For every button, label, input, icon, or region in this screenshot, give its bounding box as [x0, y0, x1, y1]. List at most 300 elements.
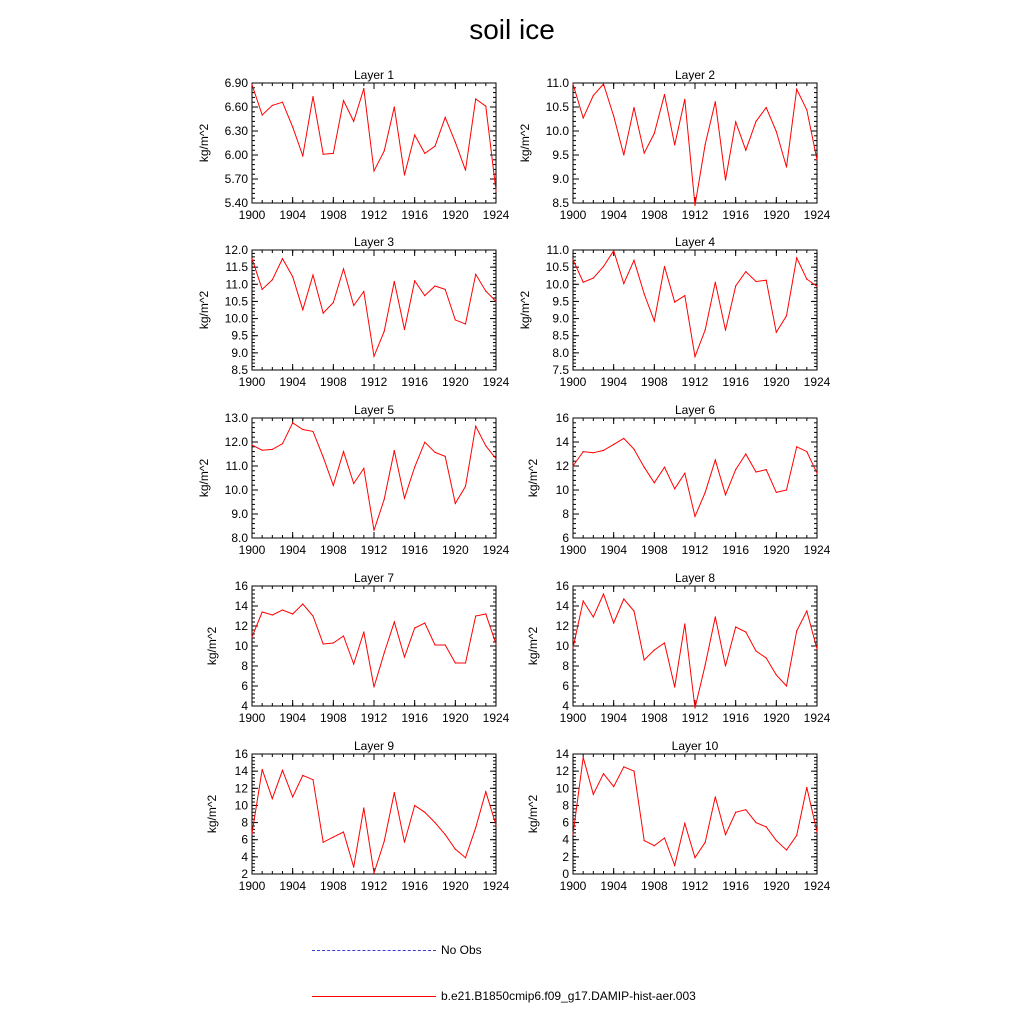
data-point	[603, 593, 604, 594]
x-tick-label: 1900	[559, 208, 587, 222]
series-line	[573, 84, 817, 205]
data-point	[572, 834, 573, 835]
legend-no-obs-label: No Obs	[441, 943, 482, 957]
data-point	[715, 282, 716, 283]
data-point	[404, 498, 405, 499]
x-tick-label: 1920	[441, 375, 469, 389]
data-point	[475, 98, 476, 99]
data-point	[485, 106, 486, 107]
x-tick-label: 1916	[722, 543, 750, 557]
data-point	[475, 615, 476, 616]
data-point	[414, 805, 415, 806]
x-tick-label: 1916	[722, 375, 750, 389]
x-tick-label: 1924	[803, 543, 831, 557]
data-point	[745, 150, 746, 151]
data-point	[485, 291, 486, 292]
x-tick-label: 1908	[640, 375, 668, 389]
x-tick-label: 1916	[401, 879, 429, 893]
data-point	[796, 89, 797, 90]
y-tick-label: 10	[555, 781, 569, 796]
plot-frame	[573, 83, 817, 203]
data-point	[603, 450, 604, 451]
data-point	[593, 616, 594, 617]
x-tick-label: 1900	[559, 375, 587, 389]
data-point	[434, 146, 435, 147]
plot-frame	[252, 83, 496, 203]
data-point	[363, 291, 364, 292]
panel-title: Layer 6	[674, 403, 716, 417]
x-tick-label: 1908	[640, 879, 668, 893]
x-tick-label: 1900	[559, 543, 587, 557]
panel-title: Layer 4	[674, 235, 716, 249]
data-point	[613, 622, 614, 623]
data-point	[363, 631, 364, 632]
x-tick-label: 1916	[722, 208, 750, 222]
data-point	[262, 289, 263, 290]
data-point	[384, 841, 385, 842]
y-axis-label: kg/m^2	[205, 626, 219, 666]
panel-3	[197, 235, 510, 389]
x-tick-label: 1912	[360, 879, 388, 893]
y-tick-label: 14	[234, 599, 248, 613]
data-point	[674, 302, 675, 303]
data-point	[404, 329, 405, 330]
y-tick-label: 6.00	[224, 148, 248, 162]
data-point	[292, 126, 293, 127]
y-tick-label: 12	[555, 764, 569, 779]
data-point	[593, 95, 594, 96]
y-tick-label: 14	[555, 435, 569, 449]
series-line	[252, 769, 496, 873]
data-point	[251, 833, 252, 834]
data-point	[363, 468, 364, 469]
data-point	[613, 116, 614, 117]
y-tick-label: 14	[234, 764, 248, 779]
data-point	[455, 319, 456, 320]
x-tick-label: 1900	[559, 879, 587, 893]
data-point	[816, 831, 817, 832]
data-point	[363, 807, 364, 808]
data-point	[384, 499, 385, 500]
x-tick-label: 1908	[319, 208, 347, 222]
data-point	[302, 155, 303, 156]
data-point	[796, 835, 797, 836]
data-point	[644, 293, 645, 294]
y-tick-label: 8.0	[231, 531, 248, 545]
series-line	[573, 757, 817, 865]
data-point	[644, 659, 645, 660]
panel-1	[197, 68, 510, 222]
y-tick-label: 9.0	[231, 345, 248, 360]
data-point	[353, 121, 354, 122]
data-point	[654, 320, 655, 321]
data-point	[272, 105, 273, 106]
data-point	[323, 154, 324, 155]
data-point	[485, 613, 486, 614]
data-point	[572, 259, 573, 260]
data-point	[644, 840, 645, 841]
data-point	[583, 757, 584, 758]
data-point	[343, 831, 344, 832]
y-tick-label: 6	[562, 815, 569, 830]
data-point	[735, 626, 736, 627]
data-point	[674, 686, 675, 687]
data-point	[654, 482, 655, 483]
data-point	[745, 631, 746, 632]
panel-title: Layer 7	[353, 571, 395, 585]
y-tick-label: 10.5	[224, 294, 248, 309]
y-tick-label: 7.5	[552, 363, 569, 377]
y-tick-label: 5.70	[224, 172, 248, 186]
y-tick-label: 8.5	[231, 363, 248, 377]
y-tick-label: 9.5	[552, 148, 569, 162]
data-point	[394, 106, 395, 107]
panel-8	[526, 571, 831, 725]
x-tick-label: 1916	[722, 711, 750, 725]
x-tick-label: 1920	[441, 879, 469, 893]
data-point	[282, 443, 283, 444]
data-point	[644, 467, 645, 468]
x-tick-label: 1912	[360, 711, 388, 725]
data-point	[414, 466, 415, 467]
y-tick-label: 16	[234, 747, 248, 761]
data-point	[572, 647, 573, 648]
y-tick-label: 6.60	[224, 100, 248, 114]
x-tick-label: 1904	[279, 879, 307, 893]
data-point	[455, 849, 456, 850]
data-point	[424, 812, 425, 813]
data-point	[786, 166, 787, 167]
data-point	[776, 131, 777, 132]
data-point	[766, 826, 767, 827]
data-point	[424, 442, 425, 443]
x-tick-label: 1912	[360, 543, 388, 557]
data-point	[583, 451, 584, 452]
y-tick-label: 6.30	[224, 124, 248, 138]
data-point	[312, 779, 313, 780]
y-tick-label: 10	[555, 483, 569, 497]
data-point	[583, 117, 584, 118]
data-point	[414, 280, 415, 281]
data-point	[816, 286, 817, 287]
y-tick-label: 6	[241, 679, 248, 693]
y-tick-label: 9.0	[552, 311, 569, 326]
data-point	[282, 258, 283, 259]
data-point	[495, 190, 496, 191]
data-point	[684, 473, 685, 474]
data-point	[593, 452, 594, 453]
panel-10	[526, 739, 831, 893]
data-point	[745, 271, 746, 272]
data-point	[465, 486, 466, 487]
data-point	[404, 842, 405, 843]
data-point	[424, 153, 425, 154]
y-tick-label: 10.5	[545, 100, 569, 114]
x-tick-label: 1900	[238, 711, 266, 725]
data-point	[674, 865, 675, 866]
data-point	[302, 775, 303, 776]
y-tick-label: 4	[562, 832, 569, 847]
x-tick-label: 1908	[319, 711, 347, 725]
data-point	[404, 656, 405, 657]
y-tick-label: 9.0	[552, 172, 569, 186]
panel-title: Layer 1	[353, 68, 395, 82]
data-point	[786, 849, 787, 850]
series-line	[252, 423, 496, 531]
data-point	[302, 603, 303, 604]
data-point	[806, 279, 807, 280]
panel-4	[518, 235, 831, 389]
x-tick-label: 1920	[762, 208, 790, 222]
data-point	[593, 278, 594, 279]
y-tick-label: 16	[234, 579, 248, 593]
data-point	[623, 766, 624, 767]
data-point	[715, 616, 716, 617]
x-tick-label: 1908	[640, 711, 668, 725]
plot-frame	[252, 754, 496, 874]
x-tick-label: 1916	[401, 711, 429, 725]
x-tick-label: 1904	[600, 375, 628, 389]
series-line	[573, 251, 817, 357]
y-tick-label: 12.0	[224, 243, 248, 257]
data-point	[806, 109, 807, 110]
x-tick-label: 1904	[600, 543, 628, 557]
data-point	[623, 283, 624, 284]
data-point	[475, 426, 476, 427]
x-tick-label: 1904	[279, 543, 307, 557]
data-point	[735, 812, 736, 813]
y-tick-label: 8	[241, 815, 248, 830]
x-tick-label: 1912	[681, 711, 709, 725]
x-tick-label: 1920	[762, 711, 790, 725]
data-point	[694, 857, 695, 858]
x-tick-label: 1912	[360, 375, 388, 389]
data-point	[755, 281, 756, 282]
data-point	[633, 107, 634, 108]
data-point	[262, 114, 263, 115]
data-point	[735, 121, 736, 122]
y-tick-label: 8.0	[552, 345, 569, 360]
data-point	[776, 332, 777, 333]
data-point	[394, 450, 395, 451]
y-axis-label: kg/m^2	[526, 458, 540, 498]
data-point	[455, 662, 456, 663]
data-point	[715, 459, 716, 460]
data-point	[394, 621, 395, 622]
y-tick-label: 10	[234, 798, 248, 813]
data-point	[684, 823, 685, 824]
data-point	[593, 794, 594, 795]
data-point	[312, 615, 313, 616]
x-tick-label: 1924	[803, 711, 831, 725]
y-tick-label: 8	[562, 659, 569, 673]
data-point	[694, 205, 695, 206]
x-tick-label: 1900	[238, 208, 266, 222]
y-tick-label: 11.5	[225, 260, 248, 275]
data-point	[323, 457, 324, 458]
x-tick-label: 1908	[640, 543, 668, 557]
data-point	[445, 456, 446, 457]
series-line	[252, 85, 496, 191]
data-point	[424, 622, 425, 623]
data-point	[495, 301, 496, 302]
y-tick-label: 10.0	[545, 124, 569, 138]
data-point	[434, 285, 435, 286]
data-point	[333, 302, 334, 303]
data-point	[434, 452, 435, 453]
data-point	[333, 485, 334, 486]
x-tick-label: 1912	[681, 879, 709, 893]
panel-2	[518, 68, 831, 222]
data-point	[745, 809, 746, 810]
data-point	[725, 665, 726, 666]
y-tick-label: 6	[562, 679, 569, 693]
data-point	[776, 840, 777, 841]
y-tick-label: 16	[555, 411, 569, 425]
y-tick-label: 14	[555, 599, 569, 613]
data-point	[766, 469, 767, 470]
data-point	[495, 643, 496, 644]
data-point	[373, 873, 374, 874]
data-point	[333, 153, 334, 154]
y-tick-label: 10	[234, 639, 248, 653]
y-axis-label: kg/m^2	[197, 458, 211, 498]
plot-frame	[573, 418, 817, 538]
data-point	[735, 469, 736, 470]
x-tick-label: 1904	[279, 375, 307, 389]
data-point	[766, 107, 767, 108]
y-tick-label: 11.0	[225, 459, 248, 473]
data-point	[806, 787, 807, 788]
data-point	[373, 170, 374, 171]
y-tick-label: 2	[241, 867, 248, 881]
panel-title: Layer 9	[353, 739, 395, 753]
data-point	[633, 610, 634, 611]
y-tick-label: 8.5	[552, 328, 569, 343]
y-tick-label: 13.0	[224, 411, 248, 425]
data-point	[272, 449, 273, 450]
y-tick-label: 10.0	[224, 311, 248, 326]
x-tick-label: 1924	[482, 543, 510, 557]
data-point	[384, 331, 385, 332]
x-tick-label: 1916	[401, 543, 429, 557]
y-tick-label: 8	[241, 659, 248, 673]
data-point	[623, 598, 624, 599]
data-point	[353, 867, 354, 868]
data-point	[705, 842, 706, 843]
panel-title: Layer 10	[671, 739, 719, 753]
data-point	[251, 636, 252, 637]
data-point	[465, 857, 466, 858]
x-tick-label: 1904	[279, 208, 307, 222]
x-tick-label: 1900	[238, 543, 266, 557]
plot-frame	[252, 586, 496, 706]
data-point	[363, 88, 364, 89]
plot-frame	[252, 418, 496, 538]
data-point	[343, 100, 344, 101]
data-point	[445, 289, 446, 290]
data-point	[292, 276, 293, 277]
data-point	[694, 356, 695, 357]
data-point	[353, 305, 354, 306]
data-point	[251, 84, 252, 85]
data-point	[455, 503, 456, 504]
y-tick-label: 12	[555, 459, 569, 473]
x-tick-label: 1912	[360, 208, 388, 222]
panel-title: Layer 5	[353, 403, 395, 417]
x-tick-label: 1904	[600, 208, 628, 222]
data-point	[292, 796, 293, 797]
data-point	[796, 257, 797, 258]
data-point	[674, 488, 675, 489]
x-tick-label: 1924	[482, 208, 510, 222]
data-point	[776, 492, 777, 493]
data-point	[445, 117, 446, 118]
x-tick-label: 1924	[482, 879, 510, 893]
data-point	[725, 179, 726, 180]
data-point	[755, 471, 756, 472]
data-point	[455, 142, 456, 143]
data-point	[312, 96, 313, 97]
data-point	[583, 600, 584, 601]
data-point	[262, 769, 263, 770]
data-point	[664, 94, 665, 95]
data-point	[343, 635, 344, 636]
data-point	[475, 827, 476, 828]
data-point	[251, 445, 252, 446]
y-tick-label: 9.5	[552, 294, 569, 309]
data-point	[384, 652, 385, 653]
x-tick-label: 1924	[482, 375, 510, 389]
x-tick-label: 1920	[441, 711, 469, 725]
data-point	[465, 170, 466, 171]
x-tick-label: 1924	[803, 375, 831, 389]
data-point	[353, 663, 354, 664]
data-point	[572, 465, 573, 466]
data-point	[725, 494, 726, 495]
data-point	[705, 144, 706, 145]
y-axis-label: kg/m^2	[197, 123, 211, 163]
y-axis-label: kg/m^2	[518, 123, 532, 163]
data-point	[434, 822, 435, 823]
data-point	[302, 429, 303, 430]
data-point	[613, 786, 614, 787]
data-point	[394, 792, 395, 793]
data-point	[644, 152, 645, 153]
y-tick-label: 4	[241, 849, 248, 864]
y-tick-label: 11.0	[225, 277, 248, 292]
y-tick-label: 14	[555, 747, 569, 761]
data-point	[485, 791, 486, 792]
x-tick-label: 1904	[600, 711, 628, 725]
plot-frame	[573, 586, 817, 706]
y-axis-label: kg/m^2	[205, 794, 219, 834]
y-tick-label: 9.5	[231, 328, 248, 343]
y-tick-label: 2	[562, 849, 569, 864]
plot-frame	[573, 250, 817, 370]
data-point	[333, 642, 334, 643]
x-tick-label: 1920	[762, 879, 790, 893]
data-point	[755, 822, 756, 823]
x-tick-label: 1908	[319, 375, 347, 389]
data-point	[776, 674, 777, 675]
x-tick-label: 1920	[762, 543, 790, 557]
y-tick-label: 0	[562, 867, 569, 881]
y-tick-label: 9.0	[231, 507, 248, 521]
x-tick-label: 1916	[722, 879, 750, 893]
data-point	[684, 623, 685, 624]
data-point	[816, 159, 817, 160]
